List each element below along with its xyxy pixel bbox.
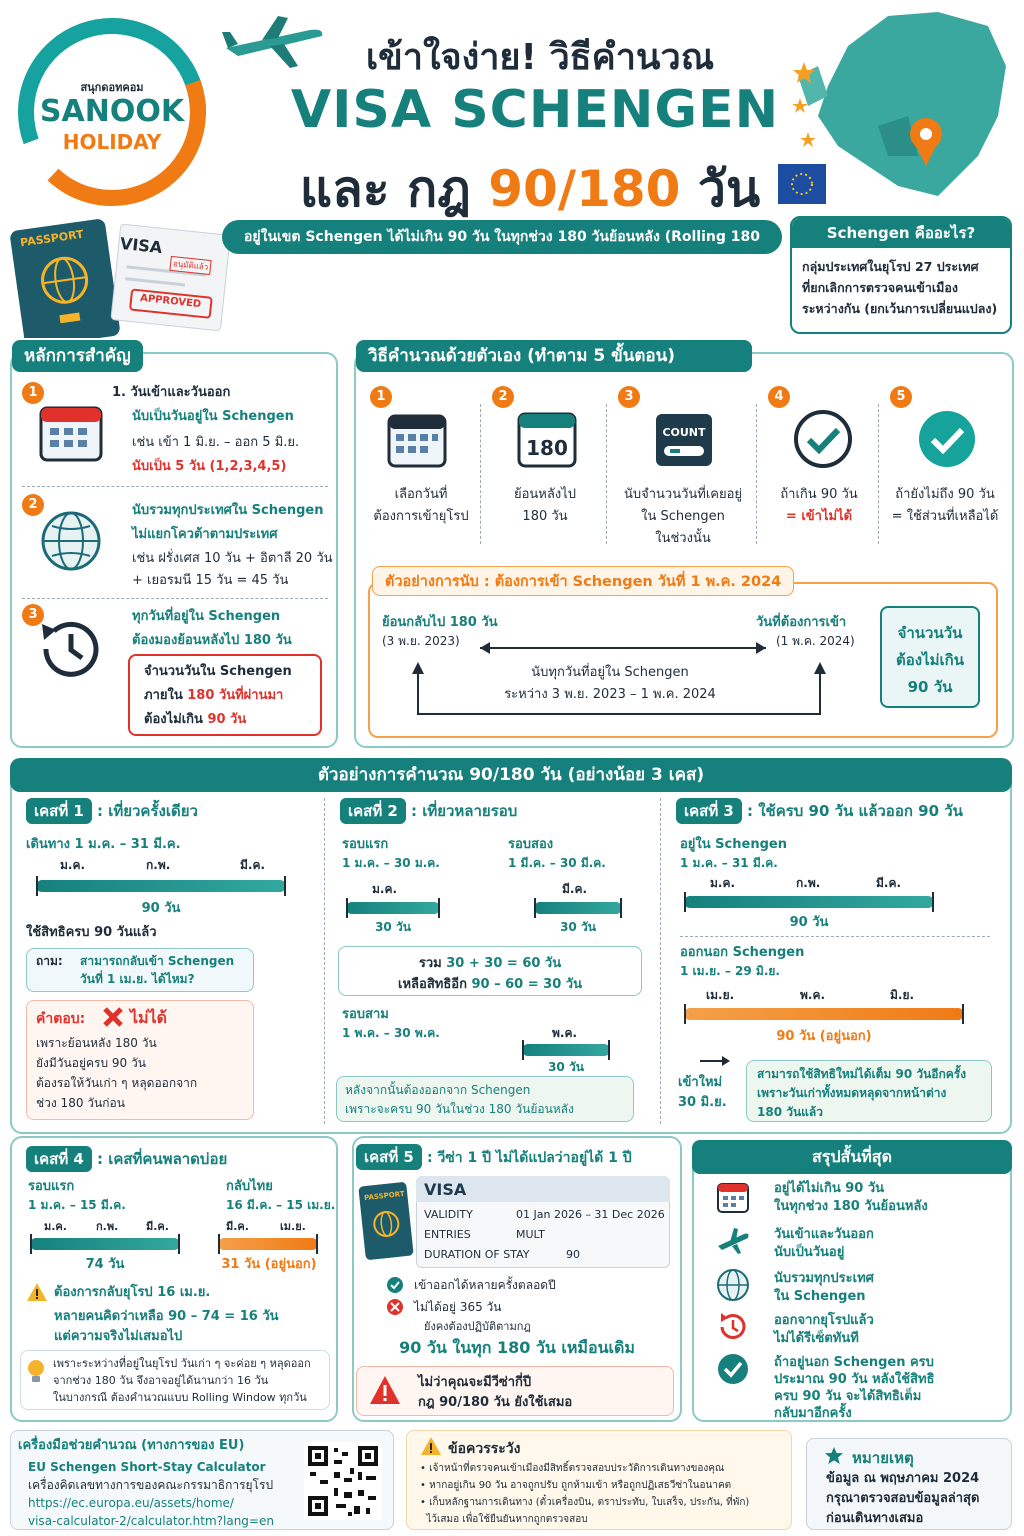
principle-1-number: 1 bbox=[22, 382, 44, 404]
lightbulb-icon bbox=[26, 1358, 46, 1384]
caution-2-text: หากอยู่เกิน 90 วัน อาจถูกปรับ ถูกห้ามเข้า หรือถูกปฏิเสธวีซ่าในอนาคต bbox=[429, 1480, 732, 1491]
tool-url-2[interactable]: visa-calculator-2/calculator.htm?lang=en bbox=[28, 1514, 274, 1528]
caution-icon bbox=[420, 1436, 442, 1456]
case-5-passport-label: PASSPORT bbox=[363, 1189, 405, 1203]
principles-title: หลักการสำคัญ bbox=[12, 340, 143, 372]
step-1-line-1: เลือกวันที่ bbox=[394, 487, 448, 502]
star-icon bbox=[824, 1446, 844, 1466]
step-divider bbox=[480, 404, 481, 544]
summary-1-b: ในทุกช่วง 180 วันย้อนหลัง bbox=[774, 1199, 928, 1214]
case-3-out-date: 1 เม.ย. – 29 มิ.ย. bbox=[680, 964, 780, 978]
case-1-used: ใช้สิทธิครบ 90 วันแล้ว bbox=[26, 925, 157, 940]
case-2-r3-month: พ.ค. bbox=[552, 1026, 578, 1040]
case-5-header bbox=[356, 1144, 632, 1170]
case-3-tag: เคสที่ 3 bbox=[676, 798, 742, 824]
tool-name: EU Schengen Short-Stay Calculator bbox=[28, 1460, 266, 1474]
approved-stamp: APPROVED bbox=[139, 292, 202, 311]
logo-main-text: SANOOK bbox=[39, 94, 185, 129]
step-5-number: 5 bbox=[890, 386, 912, 408]
x-cross-icon bbox=[102, 1006, 124, 1028]
case-2-r2-bar bbox=[534, 902, 622, 914]
principle-3-box bbox=[128, 654, 322, 736]
case-5-no-2: ยังคงต้องปฏิบัติตามกฎ bbox=[424, 1320, 531, 1333]
case-2-sum-2b: 90 – 60 = 30 วัน bbox=[471, 977, 582, 992]
steps-title: วิธีคำนวณด้วยตัวเอง (ทำตาม 5 ขั้นตอน) bbox=[356, 340, 752, 372]
case-1-reason-2: ยังมีวันอยู่ครบ 90 วัน bbox=[36, 1056, 146, 1070]
case-1-m3: มี.ค. bbox=[240, 858, 266, 872]
step-4-line-1: ถ้าเกิน 90 วัน bbox=[780, 487, 858, 502]
sanook-holiday-logo bbox=[14, 14, 210, 210]
note-title: หมายเหตุ bbox=[852, 1449, 914, 1467]
rule-banner: อยู่ในเขต Schengen ได้ไม่เกิน 90 วัน ในทุกช่วง 180 วันย้อนหลัง (Rolling 180 Days) bbox=[222, 220, 782, 254]
example-left-2: (3 พ.ย. 2023) bbox=[382, 634, 460, 648]
example-mid-2: ระหว่าง 3 พ.ย. 2023 – 1 พ.ค. 2024 bbox=[504, 687, 716, 702]
title-90-180: 90/180 bbox=[488, 160, 681, 218]
qr-code-icon[interactable] bbox=[304, 1442, 382, 1520]
summary-3-a: นับรวมทุกประเทศ bbox=[774, 1271, 874, 1286]
principle-3-number: 3 bbox=[22, 604, 44, 626]
what-line-2: ที่ยกเลิกการตรวจคนเข้าเมือง bbox=[802, 280, 958, 295]
case-3-out-days: 90 วัน (อยู่นอก) bbox=[776, 1029, 872, 1044]
visa-label: VISA bbox=[119, 233, 164, 258]
case-4-o2: เม.ย. bbox=[280, 1220, 306, 1233]
check-filled-icon bbox=[916, 408, 978, 470]
summary-title: สรุปสั้นที่สุด bbox=[692, 1140, 1012, 1174]
case-2-r1-days: 30 วัน bbox=[375, 920, 411, 934]
case-3-out: ออกนอก Schengen bbox=[680, 945, 805, 960]
case-4-title: : เคสที่คนพลาดบ่อย bbox=[96, 1150, 228, 1168]
case-2-note-box bbox=[336, 1076, 634, 1122]
case-4-m1: ม.ค. bbox=[44, 1220, 67, 1233]
plane-small-icon bbox=[716, 1226, 750, 1256]
case-3-o3: มิ.ย. bbox=[890, 988, 915, 1002]
case-2-header bbox=[340, 798, 517, 824]
case-5-title: : วีซ่า 1 ปี ไม่ได้แปลว่าอยู่ได้ 1 ปี bbox=[426, 1150, 632, 1166]
x-circle-icon bbox=[386, 1298, 404, 1316]
title-line-2: VISA SCHENGEN bbox=[290, 80, 780, 140]
case-4-r2-date: 16 มี.ค. – 15 เม.ย. bbox=[226, 1198, 336, 1212]
case-1-m2: ก.พ. bbox=[146, 858, 171, 872]
case-1-header bbox=[26, 798, 198, 824]
step-5-line-1: ถ้ายังไม่ถึง 90 วัน bbox=[895, 487, 995, 502]
case-2-sum-2a: เหลือสิทธิอีก bbox=[398, 977, 472, 992]
summary-2-b: นับเป็นวันอยู่ bbox=[774, 1245, 845, 1260]
case-1-reason-1: เพราะย้อนหลัง 180 วัน bbox=[36, 1036, 157, 1050]
step-divider bbox=[606, 404, 607, 544]
visa-k2: ENTRIES bbox=[424, 1228, 471, 1241]
step-5-line-2: = ใช้ส่วนที่เหลือได้ bbox=[891, 509, 999, 524]
case-4-tip-2: จากช่วง 180 วัน จึงอาจอยู่ได้นานกว่า 16 วัน bbox=[53, 1374, 269, 1387]
case-4-tag: เคสที่ 4 bbox=[26, 1146, 92, 1172]
tool-desc: เครื่องคิดเลขทางการของคณะกรรมาธิการยุโรป bbox=[28, 1478, 274, 1492]
case-3-m3: มี.ค. bbox=[876, 876, 902, 890]
visa-k3: DURATION OF STAY bbox=[424, 1248, 530, 1261]
divider bbox=[22, 598, 328, 599]
step-3-number: 3 bbox=[618, 386, 640, 408]
case-3-o2: พ.ค. bbox=[800, 988, 826, 1002]
case-2-r2-date: 1 มี.ค. – 30 มี.ค. bbox=[508, 856, 606, 870]
principle-1-b: นับเป็นวันอยู่ใน Schengen bbox=[132, 409, 294, 424]
principle-1-d: นับเป็น 5 วัน (1,2,3,4,5) bbox=[132, 459, 287, 474]
case-2-r1: รอบแรก bbox=[342, 837, 389, 852]
case-1-a-label: คำตอบ: bbox=[36, 1011, 86, 1027]
case-3-o1: เม.ย. bbox=[706, 988, 735, 1002]
case-5-w2: กฎ 90/180 วัน ยังใช้เสมอ bbox=[418, 1395, 573, 1410]
case-3-m2: ก.พ. bbox=[796, 876, 821, 890]
case-3-note-box bbox=[746, 1060, 992, 1122]
divider bbox=[324, 798, 325, 1124]
case-2-r2-month: มี.ค. bbox=[562, 882, 588, 896]
step-1-line-2: ต้องการเข้ายุโรป bbox=[373, 509, 469, 524]
summary-5-b: ประมาณ 90 วัน หลังใช้สิทธิ bbox=[774, 1372, 935, 1387]
principle-2-a: นับรวมทุกประเทศใน Schengen bbox=[132, 503, 324, 518]
case-3-header bbox=[676, 798, 963, 824]
globe-small-icon bbox=[716, 1268, 750, 1302]
note-3: ก่อนเดินทางเสมอ bbox=[826, 1511, 924, 1526]
summary-1-a: อยู่ได้ไม่เกิน 90 วัน bbox=[774, 1181, 885, 1196]
logo-sub-text: HOLIDAY bbox=[62, 130, 162, 154]
case-3-out-bar bbox=[684, 1008, 964, 1020]
principle-2-c: เช่น ฝรั่งเศส 10 วัน + อิตาลี 20 วัน bbox=[132, 551, 333, 566]
case-1-tag: เคสที่ 1 bbox=[26, 798, 92, 824]
title-line-3 bbox=[270, 150, 790, 229]
clock-reset-icon bbox=[716, 1310, 750, 1344]
arrow-right-icon bbox=[700, 1054, 730, 1068]
case-2-note-2: เพราะจะครบ 90 วันในช่วง 180 วันย้อนหลัง bbox=[345, 1102, 574, 1116]
case-2-r1-date: 1 ม.ค. – 30 ม.ค. bbox=[342, 856, 440, 870]
example-left-1: ย้อนกลับไป 180 วัน bbox=[382, 615, 498, 630]
case-1-reason-4: ช่วง 180 วันก่อน bbox=[36, 1096, 125, 1110]
clock-history-icon bbox=[34, 612, 108, 686]
case-2-sum-box bbox=[338, 946, 642, 996]
what-is-schengen-box bbox=[790, 216, 1012, 334]
counter-label: COUNT bbox=[662, 426, 706, 439]
calendar-180-label: 180 bbox=[526, 436, 568, 460]
case-3-title: : ใช้ครบ 90 วัน แล้วออก 90 วัน bbox=[746, 802, 963, 820]
case-2-tag: เคสที่ 2 bbox=[340, 798, 406, 824]
example-right-1: วันที่ต้องการเข้า bbox=[756, 615, 847, 630]
note-1: ข้อมูล ณ พฤษภาคม 2024 bbox=[826, 1471, 980, 1486]
case-2-note-1: หลังจากนั้นต้องออกจาก Schengen bbox=[345, 1083, 531, 1097]
step-2-number: 2 bbox=[492, 386, 514, 408]
case-4-r2: กลับไทย bbox=[226, 1179, 273, 1194]
title-line-3-c: วัน bbox=[680, 160, 761, 218]
calendar-grid-icon bbox=[386, 408, 448, 470]
principle-3-box-2a: ภายใน bbox=[144, 688, 188, 703]
case-1-m1: ม.ค. bbox=[60, 858, 86, 872]
step-2-line-1: ย้อนหลังไป bbox=[514, 487, 576, 502]
case-2-r2: รอบสอง bbox=[508, 837, 554, 852]
summary-2-a: วันเข้าและวันออก bbox=[774, 1227, 874, 1242]
case-2-sum-1a: รวม bbox=[418, 956, 447, 971]
principle-3-a: ทุกวันที่อยู่ใน Schengen bbox=[132, 609, 281, 624]
caution-1: • เจ้าหน้าที่ตรวจคนเข้าเมืองมีสิทธิ์ตรวจสอบประวัติการเดินทางของคุณ bbox=[420, 1463, 725, 1474]
calendar-icon bbox=[38, 400, 104, 462]
step-divider bbox=[756, 404, 757, 544]
case-4-r1-date: 1 ม.ค. – 15 มี.ค. bbox=[28, 1198, 126, 1212]
case-4-w1: หลายคนคิดว่าเหลือ 90 – 74 = 16 วัน bbox=[54, 1309, 279, 1324]
example-right-2: (1 พ.ค. 2024) bbox=[776, 634, 855, 648]
case-1-q-label: ถาม: bbox=[36, 954, 63, 968]
case-5-ok: เข้าออกได้หลายครั้งตลอดปี bbox=[414, 1278, 556, 1292]
case-5-no: ไม่ได้อยู่ 365 วัน bbox=[414, 1300, 502, 1314]
caution-3: • เก็บหลักฐานการเดินทาง (ตั๋วเครื่องบิน, ตราประทับ, ใบเสร็จ, ประกัน, ที่พัก) bbox=[420, 1497, 750, 1508]
case-4-r1: รอบแรก bbox=[28, 1179, 75, 1194]
logo-small-text: สนุกดอทคอม bbox=[80, 81, 144, 94]
case-4-m3: มี.ค. bbox=[146, 1220, 169, 1233]
case-4-w2: แต่ความจริงไม่เสมอไป bbox=[54, 1329, 183, 1344]
case-1-q-2: วันที่ 1 เม.ย. ได้ไหม? bbox=[80, 972, 195, 986]
what-is-schengen-title: Schengen คืออะไร? bbox=[792, 218, 1010, 248]
caution-4-text: ไว้เสมอ เพื่อใช้ยืนยันหากถูกตรวจสอบ bbox=[426, 1514, 588, 1525]
case-3-in-days: 90 วัน bbox=[789, 915, 829, 930]
case-1-answer: ไม่ได้ bbox=[130, 1008, 168, 1027]
caution-4 bbox=[420, 1511, 749, 1528]
visa-v1: 01 Jan 2026 – 31 Dec 2026 bbox=[516, 1208, 665, 1221]
visa-v3: 90 bbox=[566, 1248, 580, 1261]
summary-4-b: ไม่ได้รีเซ็ตทันที bbox=[774, 1331, 859, 1346]
step-2-line-2: 180 วัน bbox=[522, 509, 568, 524]
principle-2-d: + เยอรมนี 15 วัน = 45 วัน bbox=[132, 573, 289, 588]
principle-3-box-1: จำนวนวันใน Schengen bbox=[144, 664, 292, 679]
example-title: ตัวอย่างการนับ : ต้องการเข้า Schengen วันที่ 1 พ.ค. 2024 bbox=[372, 566, 794, 596]
case-1-bar bbox=[36, 880, 286, 892]
step-4-line-2: = เข้าไม่ได้ bbox=[785, 509, 853, 524]
case-2-r2-days: 30 วัน bbox=[560, 920, 596, 934]
caution-list bbox=[420, 1460, 749, 1528]
check-small-icon bbox=[716, 1352, 750, 1386]
case-3-note-1: สามารถใช้สิทธิใหม่ได้เต็ม 90 วันอีกครั้ง bbox=[757, 1067, 967, 1081]
check-circle-icon bbox=[386, 1276, 404, 1294]
what-line-3: ระหว่างกัน (ยกเว้นการเปลี่ยนแปลง) bbox=[802, 301, 998, 316]
step-1-number: 1 bbox=[370, 386, 392, 408]
case-4-m2: ก.พ. bbox=[96, 1220, 119, 1233]
case-4-header bbox=[26, 1146, 227, 1172]
title-line-1: เข้าใจง่าย! วิธีคำนวณ bbox=[365, 37, 715, 78]
example-result-3: 90 วัน bbox=[907, 678, 953, 696]
case-2-r3: รอบสาม bbox=[342, 1007, 389, 1022]
case-4-r1-days: 74 วัน bbox=[85, 1257, 125, 1272]
what-line-1: กลุ่มประเทศในยุโรป 27 ประเทศ bbox=[802, 259, 979, 274]
principle-3-box-3b: 90 วัน bbox=[207, 712, 247, 727]
principle-3-b: ต้องมองย้อนหลังไป 180 วัน bbox=[132, 633, 292, 648]
summary-5-c: ครบ 90 วัน จะได้สิทธิเต็ม bbox=[774, 1389, 922, 1404]
case-1-q-1: สามารถกลับเข้า Schengen bbox=[80, 954, 235, 968]
summary-3-b: ใน Schengen bbox=[774, 1289, 866, 1304]
case-2-r1-month: ม.ค. bbox=[372, 882, 398, 896]
case-3-m1: ม.ค. bbox=[710, 876, 736, 890]
case-5-w1: ไม่ว่าคุณจะมีวีซ่ากี่ปี bbox=[418, 1375, 532, 1390]
note-2: กรุณาตรวจสอบข้อมูลล่าสุด bbox=[826, 1491, 980, 1506]
step-divider bbox=[878, 404, 879, 544]
warning-triangle-icon bbox=[368, 1374, 402, 1406]
case-4-r2-days: 31 วัน (อยู่นอก) bbox=[221, 1257, 317, 1272]
case-2-r3-date: 1 พ.ค. – 30 พ.ค. bbox=[342, 1026, 440, 1040]
case-4-tip-1: เพราะระหว่างที่อยู่ในยุโรป วันเก่า ๆ จะค่อย ๆ หลุดออก bbox=[53, 1357, 311, 1370]
visa-v2: MULT bbox=[516, 1228, 545, 1241]
globe-icon bbox=[38, 508, 104, 574]
divider bbox=[680, 936, 990, 937]
case-1-title: : เที่ยวครั้งเดียว bbox=[96, 802, 198, 820]
example-mid-1: นับทุกวันที่อยู่ใน Schengen bbox=[531, 665, 689, 680]
case-4-warn: ต้องการกลับยุโรป 16 เม.ย. bbox=[54, 1285, 211, 1300]
principle-2-b: ไม่แยกโควต้าตามประเทศ bbox=[132, 527, 278, 542]
check-outline-icon bbox=[792, 408, 854, 470]
example-result-2: ต้องไม่เกิน bbox=[896, 651, 964, 669]
case-2-title: : เที่ยวหลายรอบ bbox=[410, 802, 518, 820]
caution-3-text: เก็บหลักฐานการเดินทาง (ตั๋วเครื่องบิน, ตราประทับ, ใบเสร็จ, ประกัน, ที่พัก) bbox=[429, 1497, 750, 1508]
europe-map-icon bbox=[778, 6, 1018, 212]
summary-5-a: ถ้าอยู่นอก Schengen ครบ bbox=[774, 1355, 934, 1370]
case-4-r2-bar bbox=[218, 1238, 318, 1250]
tool-url-1[interactable]: https://ec.europa.eu/assets/home/ bbox=[28, 1496, 234, 1510]
case-4-tip-box bbox=[20, 1350, 330, 1410]
case-4-tip-3: ในบางกรณี ต้องคำนวณแบบ Rolling Window ทุกวัน bbox=[53, 1391, 307, 1404]
step-4-number: 4 bbox=[768, 386, 790, 408]
case-3-reentry-1: เข้าใหม่ bbox=[678, 1075, 723, 1090]
case-3-reentry-2: 30 มิ.ย. bbox=[678, 1095, 727, 1110]
case-3-in: อยู่ใน Schengen bbox=[680, 837, 787, 852]
principle-3-box-3a: ต้องไม่เกิน bbox=[144, 712, 208, 727]
summary-5-d: กลับมาอีกครั้ง bbox=[774, 1406, 852, 1421]
example-result-box bbox=[880, 606, 980, 708]
case-5-big: 90 วัน ในทุก 180 วัน เหมือนเดิม bbox=[399, 1338, 635, 1357]
case-2-sum-1b: 30 + 30 = 60 วัน bbox=[446, 956, 562, 971]
visa-k1: VALIDITY bbox=[424, 1208, 473, 1221]
case-3-in-date: 1 ม.ค. – 31 มี.ค. bbox=[680, 856, 778, 870]
case-3-note-2: เพราะวันเก่าทั้งหมดหลุดจากหน้าต่าง bbox=[757, 1086, 947, 1100]
calendar-small-icon bbox=[716, 1180, 750, 1214]
case-2-r3-bar bbox=[522, 1044, 610, 1056]
case-1-range: เดินทาง 1 ม.ค. – 31 มี.ค. bbox=[26, 837, 181, 852]
counter-icon bbox=[654, 412, 714, 468]
case-4-r1-bar bbox=[30, 1238, 180, 1250]
title-line-3-a: และ กฎ bbox=[299, 160, 489, 218]
case-1-days: 90 วัน bbox=[141, 901, 181, 916]
case-3-note-3: 180 วันแล้ว bbox=[757, 1105, 823, 1119]
case-1-reason-3: ต้องรอให้วันเก่า ๆ หลุดออกจาก bbox=[36, 1076, 198, 1090]
principle-1-a: 1. วันเข้าและวันออก bbox=[112, 385, 231, 400]
caution-title: ข้อควรระวัง bbox=[448, 1441, 521, 1457]
step-3-line-2: ใน Schengen bbox=[641, 509, 725, 524]
principle-3-box-2b: 180 วันที่ผ่านมา bbox=[187, 688, 284, 703]
visa-card-title: VISA bbox=[424, 1180, 467, 1199]
case-2-r3-days: 30 วัน bbox=[548, 1060, 584, 1074]
cases-title: ตัวอย่างการคำนวณ 90/180 วัน (อย่างน้อย 3 เคส) bbox=[10, 758, 1012, 792]
divider bbox=[22, 486, 328, 487]
caution-2: • หากอยู่เกิน 90 วัน อาจถูกปรับ ถูกห้ามเข้า หรือถูกปฏิเสธวีซ่าในอนาคต bbox=[420, 1480, 732, 1491]
step-3-line-3: ในช่วงนั้น bbox=[655, 531, 711, 546]
caution-1-text: เจ้าหน้าที่ตรวจคนเข้าเมืองมีสิทธิ์ตรวจสอบประวัติการเดินทางของคุณ bbox=[429, 1463, 725, 1474]
divider bbox=[660, 798, 661, 1124]
case-5-tag: เคสที่ 5 bbox=[356, 1144, 422, 1170]
principle-1-c: เช่น เข้า 1 มิ.ย. – ออก 5 มิ.ย. bbox=[132, 435, 300, 450]
case-3-in-bar bbox=[684, 896, 934, 908]
passport-label: PASSPORT bbox=[19, 227, 85, 250]
approved-stamp-th: อนุมัติแล้ว bbox=[169, 256, 212, 275]
case-2-r1-bar bbox=[346, 902, 440, 914]
step-3-line-1: นับจำนวนวันที่เคยอยู่ bbox=[623, 487, 743, 502]
tool-title: เครื่องมือช่วยคำนวณ (ทางการของ EU) bbox=[18, 1438, 245, 1453]
principle-2-number: 2 bbox=[22, 494, 44, 516]
example-result-1: จำนวนวัน bbox=[897, 624, 963, 642]
warning-icon bbox=[26, 1282, 48, 1302]
case-4-o1: มี.ค. bbox=[226, 1220, 249, 1233]
summary-4-a: ออกจากยุโรปแล้ว bbox=[774, 1313, 874, 1328]
